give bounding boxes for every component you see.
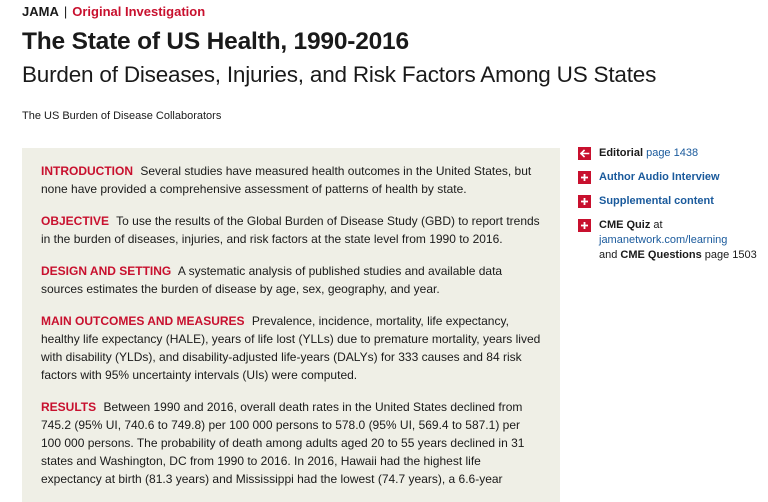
related-content-sidebar xyxy=(578,146,763,272)
abstract-box xyxy=(22,148,560,502)
design-heading: DESIGN AND SETTING xyxy=(41,264,172,278)
plus-icon xyxy=(578,171,591,184)
journal-header xyxy=(22,4,205,19)
abstract-main-outcomes xyxy=(41,312,542,384)
editorial-text xyxy=(599,146,698,161)
cme-quiz-label: CME Quiz xyxy=(599,219,651,231)
abstract-design xyxy=(41,262,542,298)
sidebar-item-cme[interactable] xyxy=(578,218,763,263)
sidebar-item-supplemental[interactable] xyxy=(578,194,763,209)
sidebar-item-editorial[interactable] xyxy=(578,146,763,161)
main-outcomes-heading: MAIN OUTCOMES AND MEASURES xyxy=(41,314,245,328)
arrow-left-icon xyxy=(578,147,591,160)
plus-icon xyxy=(578,195,591,208)
journal-name: JAMA xyxy=(22,4,59,19)
introduction-heading: INTRODUCTION xyxy=(41,164,133,178)
header-separator: | xyxy=(63,4,68,19)
plus-icon xyxy=(578,219,591,232)
introduction-text: Several studies have measured health outcomes in the United States, but none have provided a comprehensive assessment of patterns of health by state. xyxy=(41,164,532,196)
supplemental-link[interactable]: Supplemental content xyxy=(599,195,714,207)
cme-learning-link[interactable]: jamanetwork.com/learning xyxy=(599,234,728,246)
abstract-results xyxy=(41,398,542,488)
article-title: The State of US Health, 1990-2016 xyxy=(22,28,409,55)
article-type: Original Investigation xyxy=(72,4,206,19)
abstract-introduction xyxy=(41,162,542,198)
design-text: A systematic analysis of published studies and available data sources estimates the burden of disease by age, sex, geography, and year. xyxy=(41,264,503,296)
objective-heading: OBJECTIVE xyxy=(41,214,110,228)
article-subtitle: Burden of Diseases, Injuries, and Risk Factors Among US States xyxy=(22,62,657,87)
abstract-objective xyxy=(41,212,542,248)
audio-link[interactable]: Author Audio Interview xyxy=(599,171,720,183)
results-heading: RESULTS xyxy=(41,400,97,414)
authors-line: The US Burden of Disease Collaborators xyxy=(22,110,222,122)
sidebar-item-audio[interactable] xyxy=(578,170,763,185)
cme-and: and xyxy=(599,249,618,261)
cme-at: at xyxy=(653,219,663,231)
editorial-page-link[interactable]: page 1438 xyxy=(646,147,699,159)
supplemental-text xyxy=(599,194,714,209)
cme-questions-label: CME Questions xyxy=(620,249,702,261)
cme-text xyxy=(599,218,757,263)
main-outcomes-text: Prevalence, incidence, mortality, life expectancy, healthy life expectancy (HALE), years of life lost (YLLs) due to premature mortality, years lived with disability (YLDs), and disability-adjusted life-years (DALYs) for 333 causes and 84 risk factors with 95% uncertainty intervals (UIs) were computed. xyxy=(41,314,541,382)
editorial-label: Editorial xyxy=(599,147,644,159)
audio-text xyxy=(599,170,720,185)
cme-questions-page: page 1503 xyxy=(704,249,757,261)
results-text: Between 1990 and 2016, overall death rates in the United States declined from 745.2 (95% UI, 740.6 to 749.8) per 100 000 persons to 578.0 (95% UI, 569.4 to 587.1) per 100 000 persons. The probability of death among adults aged 20 to 55 years declined in 31 states and Washington, DC from 1990 to 2016. In 2016, Hawaii had the highest life expectancy at birth (81.3 years) and Mississippi had the lowest (74.7 years), a 6.6-year xyxy=(41,400,525,486)
objective-text: To use the results of the Global Burden of Disease Study (GBD) to report trends in the burden of diseases, injuries, and risk factors at the state level from 1990 to 2016. xyxy=(41,214,540,246)
